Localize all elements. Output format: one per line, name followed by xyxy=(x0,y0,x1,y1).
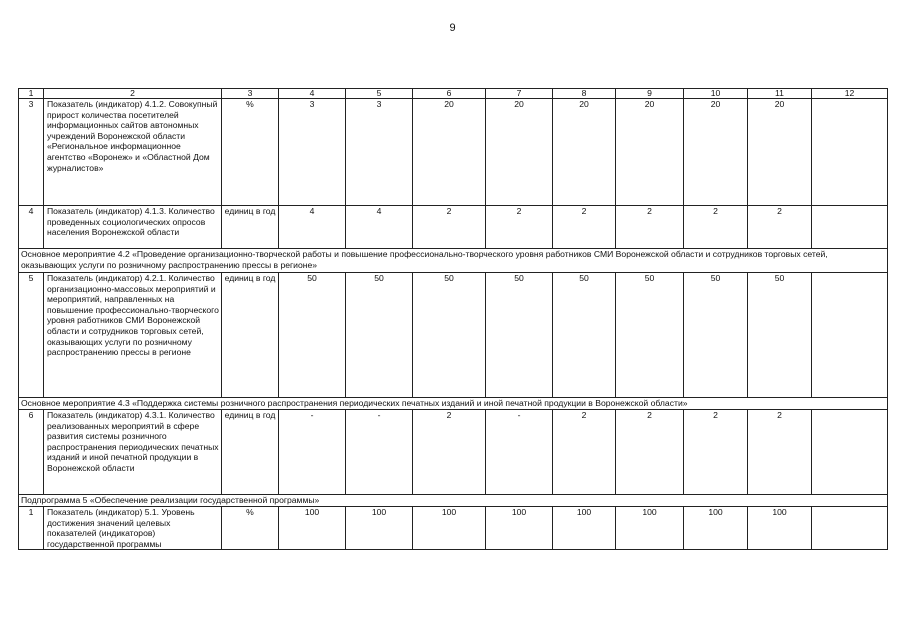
value-cell xyxy=(812,99,888,206)
indicator-name: Показатель (индикатор) 4.1.2. Совокупный прирост количества посетителей информационных сайтов автономных учреждений Воронежской области «Региональное информационное агентство «Воронеж» и «Областной Дом журналистов» xyxy=(44,99,222,206)
col-header: 11 xyxy=(748,89,812,99)
section-heading: Основное мероприятие 4.2 «Проведение организационно-творческой работы и повышение профессионально-творческого уровня работников СМИ Воронежской области и сотрудников торговых сетей, оказывающих услуги по розничному распространению прессы в регионе» xyxy=(19,249,888,273)
row-number: 3 xyxy=(19,99,44,206)
value-cell: 100 xyxy=(684,507,748,550)
col-header: 5 xyxy=(346,89,413,99)
value-cell: - xyxy=(346,410,413,495)
unit-cell: % xyxy=(222,99,279,206)
value-cell: 20 xyxy=(486,99,553,206)
row-number: 6 xyxy=(19,410,44,495)
col-header: 4 xyxy=(279,89,346,99)
value-cell: 2 xyxy=(748,410,812,495)
col-header: 1 xyxy=(19,89,44,99)
value-cell: 4 xyxy=(346,206,413,249)
indicators-table xyxy=(18,88,888,550)
value-cell: 2 xyxy=(684,410,748,495)
value-cell xyxy=(812,410,888,495)
table-row xyxy=(19,273,888,398)
value-cell: 50 xyxy=(346,273,413,398)
indicator-name: Показатель (индикатор) 4.3.1. Количество реализованных мероприятий в сфере развития системы розничного распространения периодических печатных изданий и иной печатной продукции в Воронежской области xyxy=(44,410,222,495)
col-header: 10 xyxy=(684,89,748,99)
value-cell: 50 xyxy=(413,273,486,398)
col-header: 2 xyxy=(44,89,222,99)
table-row xyxy=(19,206,888,249)
indicator-name: Показатель (индикатор) 4.2.1. Количество организационно-массовых мероприятий и мероприятий, направленных на повышение профессионально-творческого уровня работников СМИ Воронежской области и сотрудников торговых сетей, оказывающих услуги по розничному распространению прессы в регионе xyxy=(44,273,222,398)
value-cell: 20 xyxy=(616,99,684,206)
value-cell: 50 xyxy=(684,273,748,398)
value-cell: 2 xyxy=(553,410,616,495)
value-cell: 100 xyxy=(616,507,684,550)
value-cell: 3 xyxy=(279,99,346,206)
value-cell xyxy=(812,206,888,249)
value-cell: 100 xyxy=(486,507,553,550)
value-cell xyxy=(812,507,888,550)
col-header: 9 xyxy=(616,89,684,99)
value-cell: 3 xyxy=(346,99,413,206)
page-number: 9 xyxy=(449,22,456,34)
col-header: 6 xyxy=(413,89,486,99)
value-cell: 2 xyxy=(413,410,486,495)
section-heading: Основное мероприятие 4.3 «Поддержка системы розничного распространения периодических печатных изданий и иной печатной продукции в Воронежской области» xyxy=(19,398,888,410)
value-cell: 2 xyxy=(616,410,684,495)
value-cell: 100 xyxy=(279,507,346,550)
value-cell: 2 xyxy=(616,206,684,249)
table-row xyxy=(19,410,888,495)
col-header: 3 xyxy=(222,89,279,99)
unit-cell: единиц в год xyxy=(222,410,279,495)
section-row xyxy=(19,398,888,410)
value-cell: 2 xyxy=(413,206,486,249)
section-heading: Подпрограмма 5 «Обеспечение реализации государственной программы» xyxy=(19,495,888,507)
indicator-name: Показатель (индикатор) 4.1.3. Количество проведенных социологических опросов населения Воронежской области xyxy=(44,206,222,249)
value-cell: - xyxy=(279,410,346,495)
value-cell: 2 xyxy=(553,206,616,249)
value-cell: 100 xyxy=(748,507,812,550)
value-cell: 50 xyxy=(486,273,553,398)
value-cell: 2 xyxy=(684,206,748,249)
unit-cell: % xyxy=(222,507,279,550)
col-header: 8 xyxy=(553,89,616,99)
unit-cell: единиц в год xyxy=(222,273,279,398)
value-cell: 20 xyxy=(553,99,616,206)
value-cell: - xyxy=(486,410,553,495)
row-number: 1 xyxy=(19,507,44,550)
col-header: 12 xyxy=(812,89,888,99)
value-cell: 100 xyxy=(413,507,486,550)
table-row xyxy=(19,99,888,206)
value-cell: 2 xyxy=(748,206,812,249)
value-cell: 50 xyxy=(616,273,684,398)
indicator-name: Показатель (индикатор) 5.1. Уровень достижения значений целевых показателей (индикаторов) государственной программы xyxy=(44,507,222,550)
value-cell xyxy=(812,273,888,398)
value-cell: 20 xyxy=(413,99,486,206)
header-row xyxy=(19,89,888,99)
row-number: 5 xyxy=(19,273,44,398)
value-cell: 2 xyxy=(486,206,553,249)
value-cell: 50 xyxy=(553,273,616,398)
value-cell: 100 xyxy=(346,507,413,550)
unit-cell: единиц в год xyxy=(222,206,279,249)
section-row xyxy=(19,249,888,273)
value-cell: 4 xyxy=(279,206,346,249)
value-cell: 20 xyxy=(684,99,748,206)
col-header: 7 xyxy=(486,89,553,99)
value-cell: 50 xyxy=(279,273,346,398)
row-number: 4 xyxy=(19,206,44,249)
value-cell: 50 xyxy=(748,273,812,398)
value-cell: 100 xyxy=(553,507,616,550)
value-cell: 20 xyxy=(748,99,812,206)
table-row xyxy=(19,507,888,550)
section-row xyxy=(19,495,888,507)
